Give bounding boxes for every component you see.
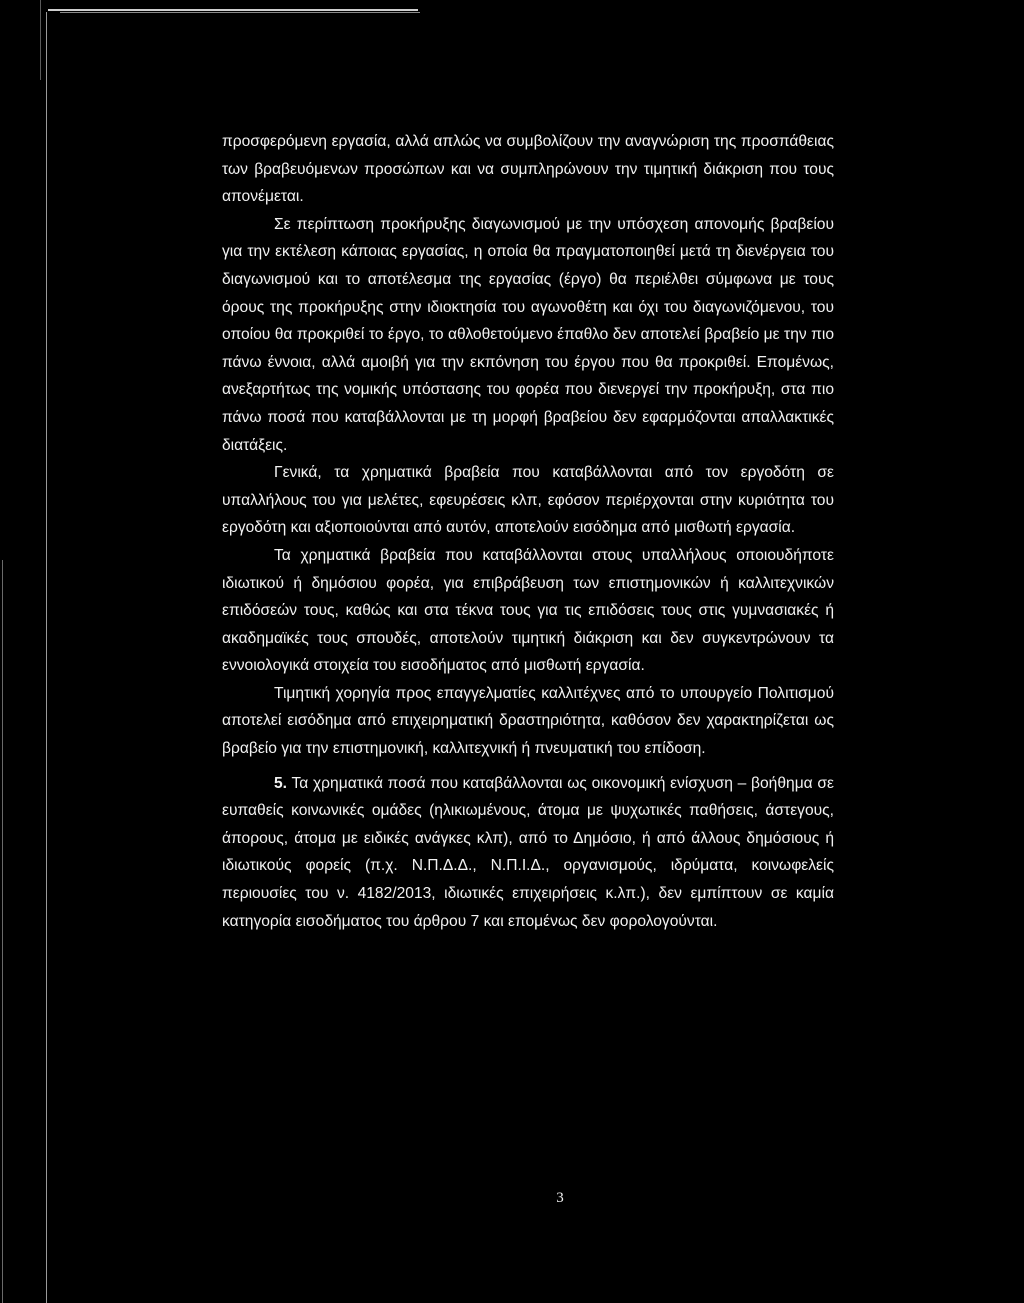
scan-edge-top	[48, 9, 418, 11]
paragraph-5: Τιμητική χορηγία προς επαγγελματίες καλλιτέχνες από το υπουργείο Πολιτισμού αποτελεί εισόδημα από επιχειρηματική δραστηριότητα, καθόσον δεν χαρακτηρίζεται ως βραβείο για την επιστημονική, καλλιτεχνική ή πνευματική του επίδοση.	[222, 684, 834, 758]
paragraph-4: Τα χρηματικά βραβεία που καταβάλλονται στους υπαλλήλους οποιουδήποτε ιδιωτικού ή δημόσιου φορέα, για επιβράβευση των επιστημονικών ή καλλιτεχνικών επιδόσεών τους, καθώς και στα τέκνα τους για τις επιδόσεις τους στις γυμνασιακές ή ακαδημαϊκές τους σπουδές, αποτελούν τιμητική διάκριση και δεν συγκεντρώνουν τα εννοιολογικά στοιχεία του εισοδήματος από μισθωτή εργασία.	[222, 546, 834, 675]
page-number: 3	[556, 1190, 564, 1206]
paragraph-3: Γενικά, τα χρηματικά βραβεία που καταβάλλονται από τον εργοδότη σε υπαλλήλους του για μελέτες, εφευρέσεις κλπ, εφόσον περιέρχονται στην κυριότητα του εργοδότη και αξιοποιούνται από αυτόν, αποτελούν εισόδημα από μισθωτή εργασία.	[222, 464, 834, 537]
body-text	[222, 128, 834, 935]
paragraph-6	[222, 770, 834, 936]
section-number: 5.	[274, 774, 288, 792]
scan-edge-left-far	[2, 560, 3, 1303]
paragraph-1: προσφερόμενη εργασία, αλλά απλώς να συμβολίζουν την αναγνώριση της προσπάθειας των βραβευόμενων προσώπων και να συμπληρώνουν την τιμητική διάκριση που τους απονέμεται.	[222, 133, 834, 206]
paragraph-2: Σε περίπτωση προκήρυξης διαγωνισμού με την υπόσχεση απονομής βραβείου για την εκτέλεση κάποιας εργασίας, η οποία θα πραγματοποιηθεί μετά τη διενέργεια του διαγωνισμού και το αποτέλεσμα της εργασίας (έργο) θα περιέλθει σύμφωνα με τους όρους της προκήρυξης στην ιδιοκτησία του αγωνοθέτη και όχι του διαγωνιζόμενου, του οποίου θα προκριθεί το έργο, το αθλοθετούμενο έπαθλο δεν αποτελεί βραβείο με την πιο πάνω έννοια, αλλά αμοιβή για την εκπόνηση του έργου που θα προκριθεί. Επομένως, ανεξαρτήτως της νομικής υπόστασης του φορέα που διενεργεί την προκήρυξη, στα πιο πάνω ποσά που καταβάλλονται με τη μορφή βραβείου δεν εφαρμόζονται απαλλακτικές διατάξεις.	[222, 215, 834, 454]
paragraph-6-text: Τα χρηματικά ποσά που καταβάλλονται ως οικονομική ενίσχυση – βοήθημα σε ευπαθείς κοινωνικές ομάδες (ηλικιωμένους, άτομα με ψυχωτικές παθήσεις, άστεγους, άπορους, άτομα με ειδικές ανάγκες κλπ), από το Δημόσιο, ή από άλλους δημόσιους ή ιδιωτικούς φορείς (π.χ. Ν.Π.Δ.Δ., Ν.Π.Ι.Δ., οργανισμούς, ιδρύματα, κοινωφελείς περιουσίες του ν. 4182/2013, ιδιωτικές επιχειρήσεις κ.λπ.), δεν εμπίπτουν σε καμία κατηγορία εισοδήματος του άρθρου 7 και επομένως δεν φορολογούνται.	[222, 774, 834, 930]
scan-edge-left	[46, 12, 47, 1303]
scan-edge-top-inner	[60, 12, 420, 13]
scan-edge-left-outer	[40, 0, 41, 80]
